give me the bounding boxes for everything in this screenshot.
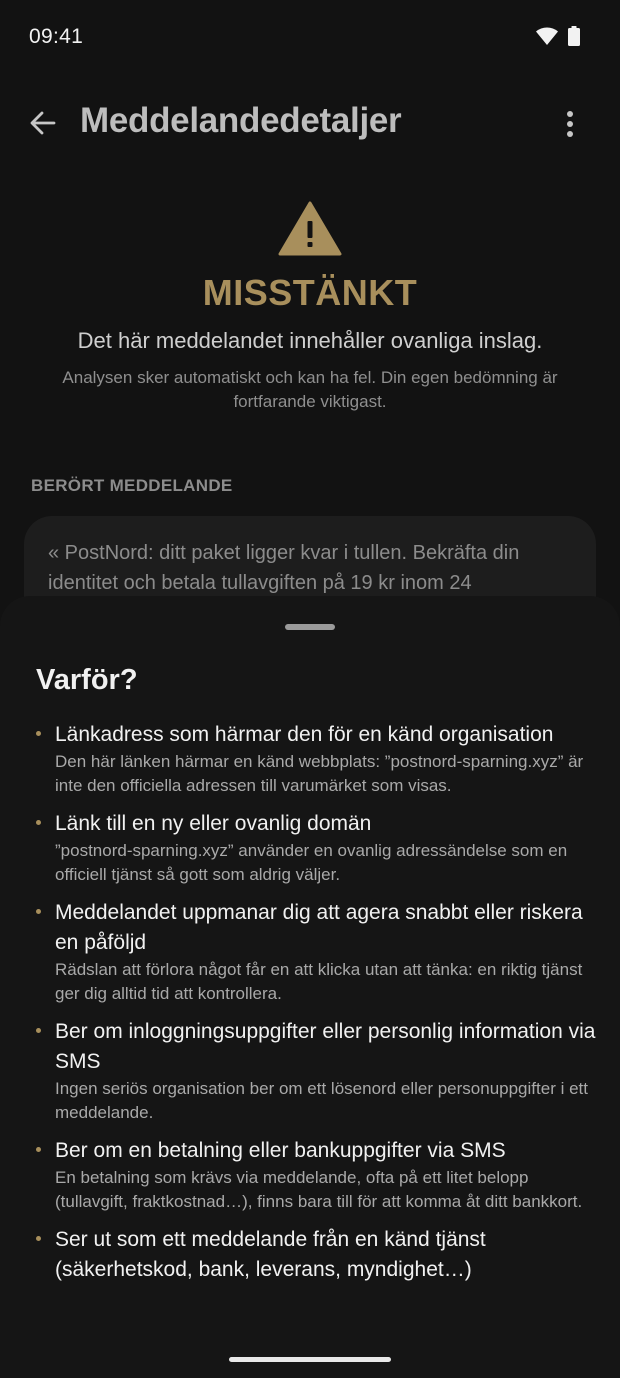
warning-triangle-icon	[278, 200, 342, 256]
sheet-drag-handle[interactable]	[285, 624, 335, 630]
verdict-subtitle: Det här meddelandet innehåller ovanliga inslag.	[77, 328, 543, 353]
reason-title: Meddelandet uppmanar dig att agera snabbt eller riskera en påföljd	[55, 901, 583, 954]
reason-description: Den här länken härmar en känd webbplats: ”postnord-sparning.xyz” är inte den officiella adressen till varumärket som visas.	[55, 752, 584, 795]
status-time: 09:41	[29, 25, 84, 48]
reason-title: Länk till en ny eller ovanlig domän	[55, 812, 372, 835]
reason-description: En betalning som krävs via meddelande, ofta på ett litet belopp (tullavgift, fraktkostnad…), finns bara till för att komma åt ditt bankkort.	[55, 1168, 583, 1211]
wifi-icon	[536, 27, 558, 45]
bullet	[36, 820, 41, 825]
reason-item	[36, 720, 596, 798]
bottom-sheet	[0, 596, 620, 1378]
reason-item	[36, 809, 596, 887]
reason-title: Ber om inloggningsuppgifter eller personlig information via SMS	[55, 1020, 596, 1073]
reason-item	[36, 1136, 596, 1214]
battery-icon	[568, 26, 580, 46]
arrow-back-icon	[29, 109, 57, 137]
reason-item	[36, 898, 596, 1006]
reasons-list	[36, 720, 596, 1296]
reason-description: Rädslan att förlora något får en att klicka utan att tänka: en riktig tjänst ger dig alltid tid att kontrollera.	[55, 960, 583, 1003]
reason-title: Länkadress som härmar den för en känd organisation	[55, 723, 554, 746]
status-icons	[536, 26, 580, 46]
sheet-title: Varför?	[36, 664, 138, 696]
bullet	[36, 731, 41, 736]
bullet	[36, 909, 41, 914]
verdict-label: MISSTÄNKT	[202, 272, 418, 313]
verdict-note: Analysen sker automatiskt och kan ha fel. Din egen bedömning är fortfarande viktigast.	[62, 368, 558, 411]
more-options-button[interactable]	[560, 108, 580, 140]
verdict-panel	[0, 200, 620, 414]
reason-item	[36, 1017, 596, 1125]
status-bar	[0, 0, 620, 76]
home-indicator[interactable]	[229, 1357, 391, 1362]
page-title: Meddelandedetaljer	[80, 101, 402, 140]
message-section-header: BERÖRT MEDDELANDE	[31, 476, 233, 495]
reason-description: ”postnord-sparning.xyz” använder en ovanlig adressändelse som en officiell tjänst så gott som aldrig väljer.	[55, 841, 568, 884]
reason-description: Ingen seriös organisation ber om ett lösenord eller personuppgifter i ett meddelande.	[55, 1079, 588, 1122]
reason-item	[36, 1225, 596, 1285]
message-preview-text: « PostNord: ditt paket ligger kvar i tullen. Bekräfta din identitet och betala tullavgiften på 19 kr inom 24	[48, 542, 520, 594]
more-vert-icon	[566, 110, 574, 138]
app-bar	[0, 86, 620, 162]
bullet	[36, 1236, 41, 1241]
bullet	[36, 1028, 41, 1033]
reason-title: Ber om en betalning eller bankuppgifter via SMS	[55, 1139, 506, 1162]
bullet	[36, 1147, 41, 1152]
reason-title: Ser ut som ett meddelande från en känd tjänst (säkerhetskod, bank, leverans, myndighet…)	[55, 1228, 486, 1281]
back-button[interactable]	[26, 106, 60, 140]
